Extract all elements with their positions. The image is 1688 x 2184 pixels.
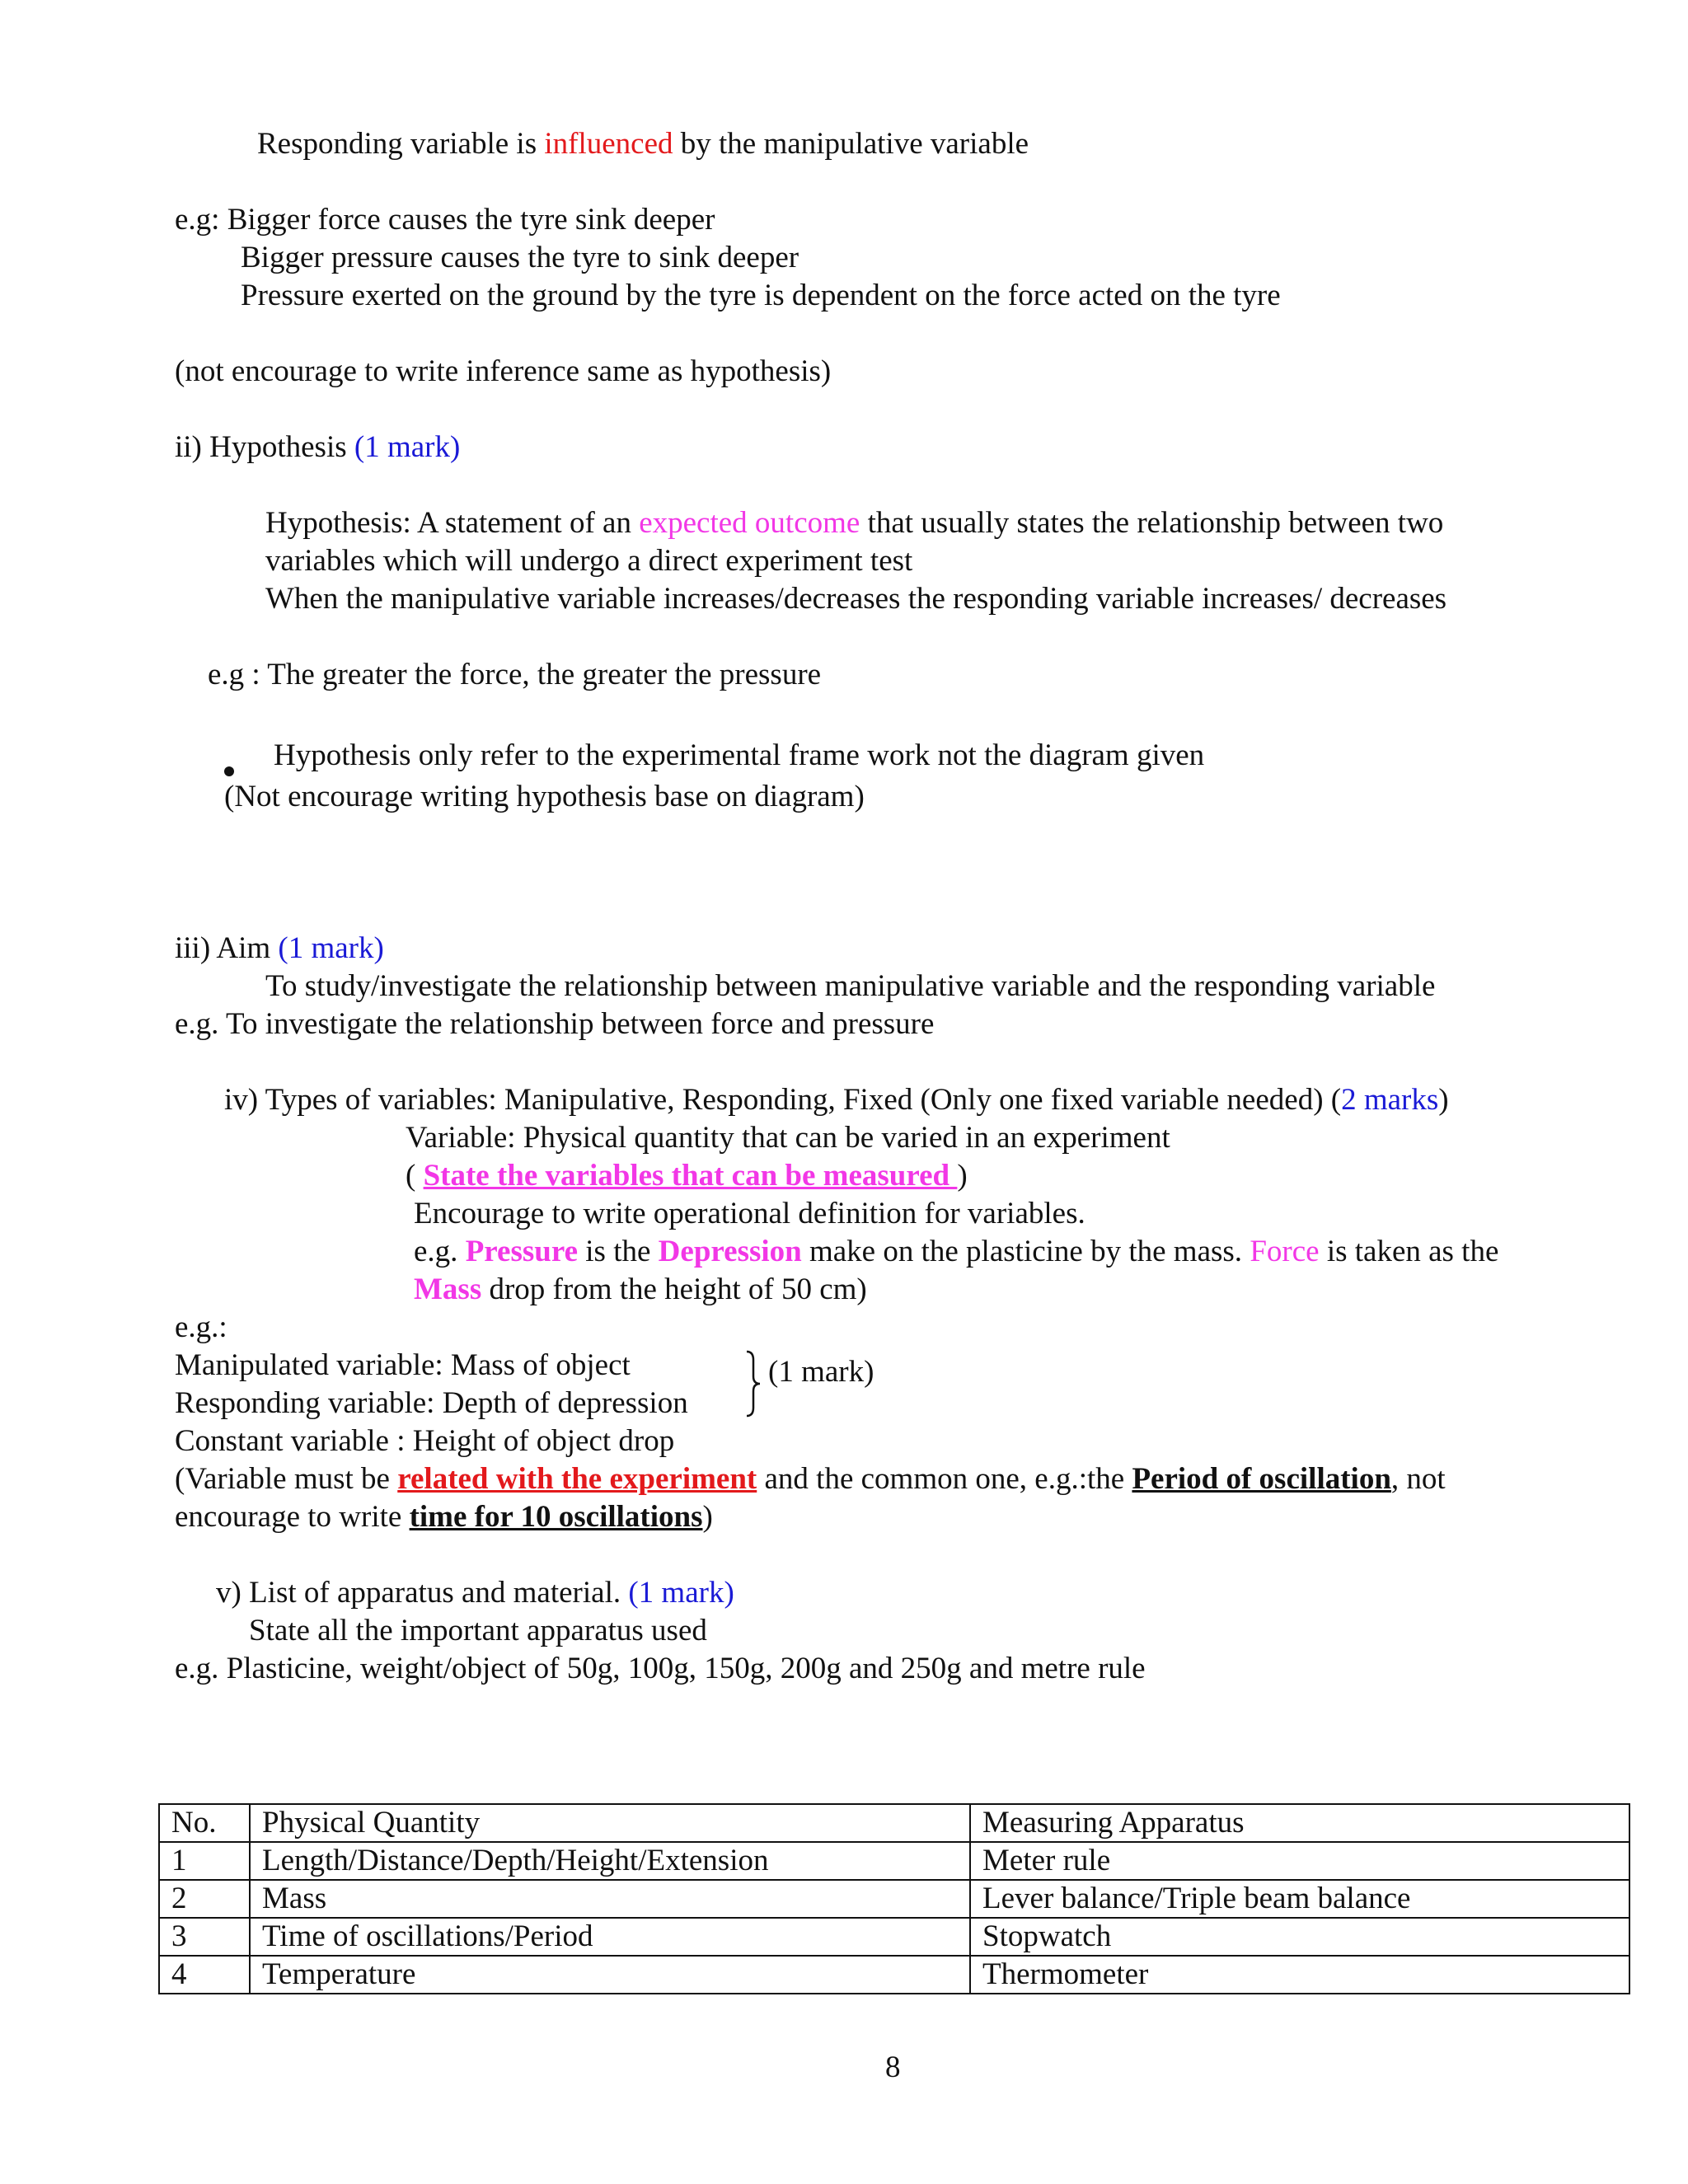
table-cell: Mass xyxy=(250,1880,970,1918)
bullet-point xyxy=(224,766,234,776)
hypothesis-rule: When the manipulative variable increases/decreases the responding variable increases/ decreases xyxy=(265,582,1447,616)
apparatus-example: e.g. Plasticine, weight/object of 50g, 100g, 150g, 200g and 250g and metre rule xyxy=(175,1652,1146,1685)
hypothesis-definition-cont: variables which will undergo a direct experiment test xyxy=(265,544,913,578)
table-row xyxy=(159,1956,1629,1994)
table-cell: Thermometer xyxy=(970,1956,1629,1994)
mark-label: 2 marks xyxy=(1341,1083,1439,1117)
responding-variable-definition: Responding variable is influenced by the manipulative variable xyxy=(257,127,1029,161)
mark-label: (1 mark) xyxy=(628,1576,734,1610)
page-number: 8 xyxy=(885,2050,901,2084)
table-cell: 4 xyxy=(159,1956,250,1994)
keyword-period-oscillation: Period of oscillation xyxy=(1132,1462,1391,1496)
variable-definition: Variable: Physical quantity that can be varied in an experiment xyxy=(406,1121,1170,1155)
table-cell: 2 xyxy=(159,1880,250,1918)
brace-mark-label: (1 mark) xyxy=(768,1355,874,1389)
table-row xyxy=(159,1880,1629,1918)
apparatus-instruction: State all the important apparatus used xyxy=(249,1614,707,1647)
hypothesis-note: (Not encourage writing hypothesis base on diagram) xyxy=(224,780,865,813)
mark-label: (1 mark) xyxy=(354,430,461,464)
keyword-influenced: influenced xyxy=(544,127,673,161)
curly-brace-icon xyxy=(742,1348,767,1419)
operational-definition-example-cont: Mass drop from the height of 50 cm) xyxy=(414,1272,867,1306)
table-cell: Stopwatch xyxy=(970,1918,1629,1956)
table-cell: Length/Distance/Depth/Height/Extension xyxy=(250,1842,970,1880)
manipulated-variable: Manipulated variable: Mass of object xyxy=(175,1348,631,1382)
variables-example-label: e.g.: xyxy=(175,1310,227,1344)
responding-variable: Responding variable: Depth of depression xyxy=(175,1386,688,1420)
constant-variable: Constant variable : Height of object drop xyxy=(175,1424,675,1458)
table-header-apparatus: Measuring Apparatus xyxy=(970,1804,1629,1842)
table-cell: Meter rule xyxy=(970,1842,1629,1880)
aim-example: e.g. To investigate the relationship between force and pressure xyxy=(175,1007,935,1041)
operational-definition-example: e.g. Pressure is the Depression make on the plasticine by the mass. Force is taken as the xyxy=(414,1235,1499,1268)
table-cell: Lever balance/Triple beam balance xyxy=(970,1880,1629,1918)
table-cell: 1 xyxy=(159,1842,250,1880)
inference-example-2: Bigger pressure causes the tyre to sink deeper xyxy=(241,241,799,274)
table-cell: Time of oscillations/Period xyxy=(250,1918,970,1956)
table-header-row xyxy=(159,1804,1629,1842)
hypothesis-heading: ii) Hypothesis (1 mark) xyxy=(175,430,461,464)
table-cell: Temperature xyxy=(250,1956,970,1994)
apparatus-heading: v) List of apparatus and material. (1 mark) xyxy=(216,1576,734,1610)
hypothesis-definition: Hypothesis: A statement of an expected outcome that usually states the relationship between two xyxy=(265,506,1444,540)
table-row xyxy=(159,1918,1629,1956)
hypothesis-example: e.g : The greater the force, the greater the pressure xyxy=(208,658,822,691)
table-header-quantity: Physical Quantity xyxy=(250,1804,970,1842)
variable-note-cont: encourage to write time for 10 oscillations) xyxy=(175,1500,713,1534)
keyword-related-experiment: related with the experiment xyxy=(397,1462,757,1496)
variables-heading: iv) Types of variables: Manipulative, Responding, Fixed (Only one fixed variable needed) (2 marks) xyxy=(224,1083,1449,1117)
aim-heading: iii) Aim (1 mark) xyxy=(175,931,384,965)
keyword-pressure: Pressure xyxy=(465,1235,579,1268)
aim-definition: To study/investigate the relationship between manipulative variable and the responding variable xyxy=(265,969,1436,1003)
variables-instruction: ( State the variables that can be measured ) xyxy=(406,1159,968,1193)
table-row xyxy=(159,1842,1629,1880)
keyword-force: Force xyxy=(1250,1235,1320,1268)
keyword-time-10-oscillations: time for 10 oscillations xyxy=(409,1500,703,1534)
keyword-mass: Mass xyxy=(414,1272,482,1306)
keyword-depression: Depression xyxy=(658,1235,802,1268)
keyword-expected-outcome: expected outcome xyxy=(639,506,860,540)
table-cell: 3 xyxy=(159,1918,250,1956)
inference-note: (not encourage to write inference same as hypothesis) xyxy=(175,354,832,388)
mark-label: (1 mark) xyxy=(278,931,384,965)
keyword-state-variables: State the variables that can be measured xyxy=(423,1159,958,1193)
apparatus-table xyxy=(158,1803,1630,1994)
operational-definition-note: Encourage to write operational definition for variables. xyxy=(414,1197,1085,1230)
inference-example-1: e.g: Bigger force causes the tyre sink deeper xyxy=(175,203,715,237)
inference-example-3: Pressure exerted on the ground by the tyre is dependent on the force acted on the tyre xyxy=(241,279,1281,312)
hypothesis-bullet-text: Hypothesis only refer to the experimental frame work not the diagram given xyxy=(274,738,1205,772)
variable-note: (Variable must be related with the experiment and the common one, e.g.:the Period of oscillation, not xyxy=(175,1462,1446,1496)
table-header-no: No. xyxy=(159,1804,250,1842)
